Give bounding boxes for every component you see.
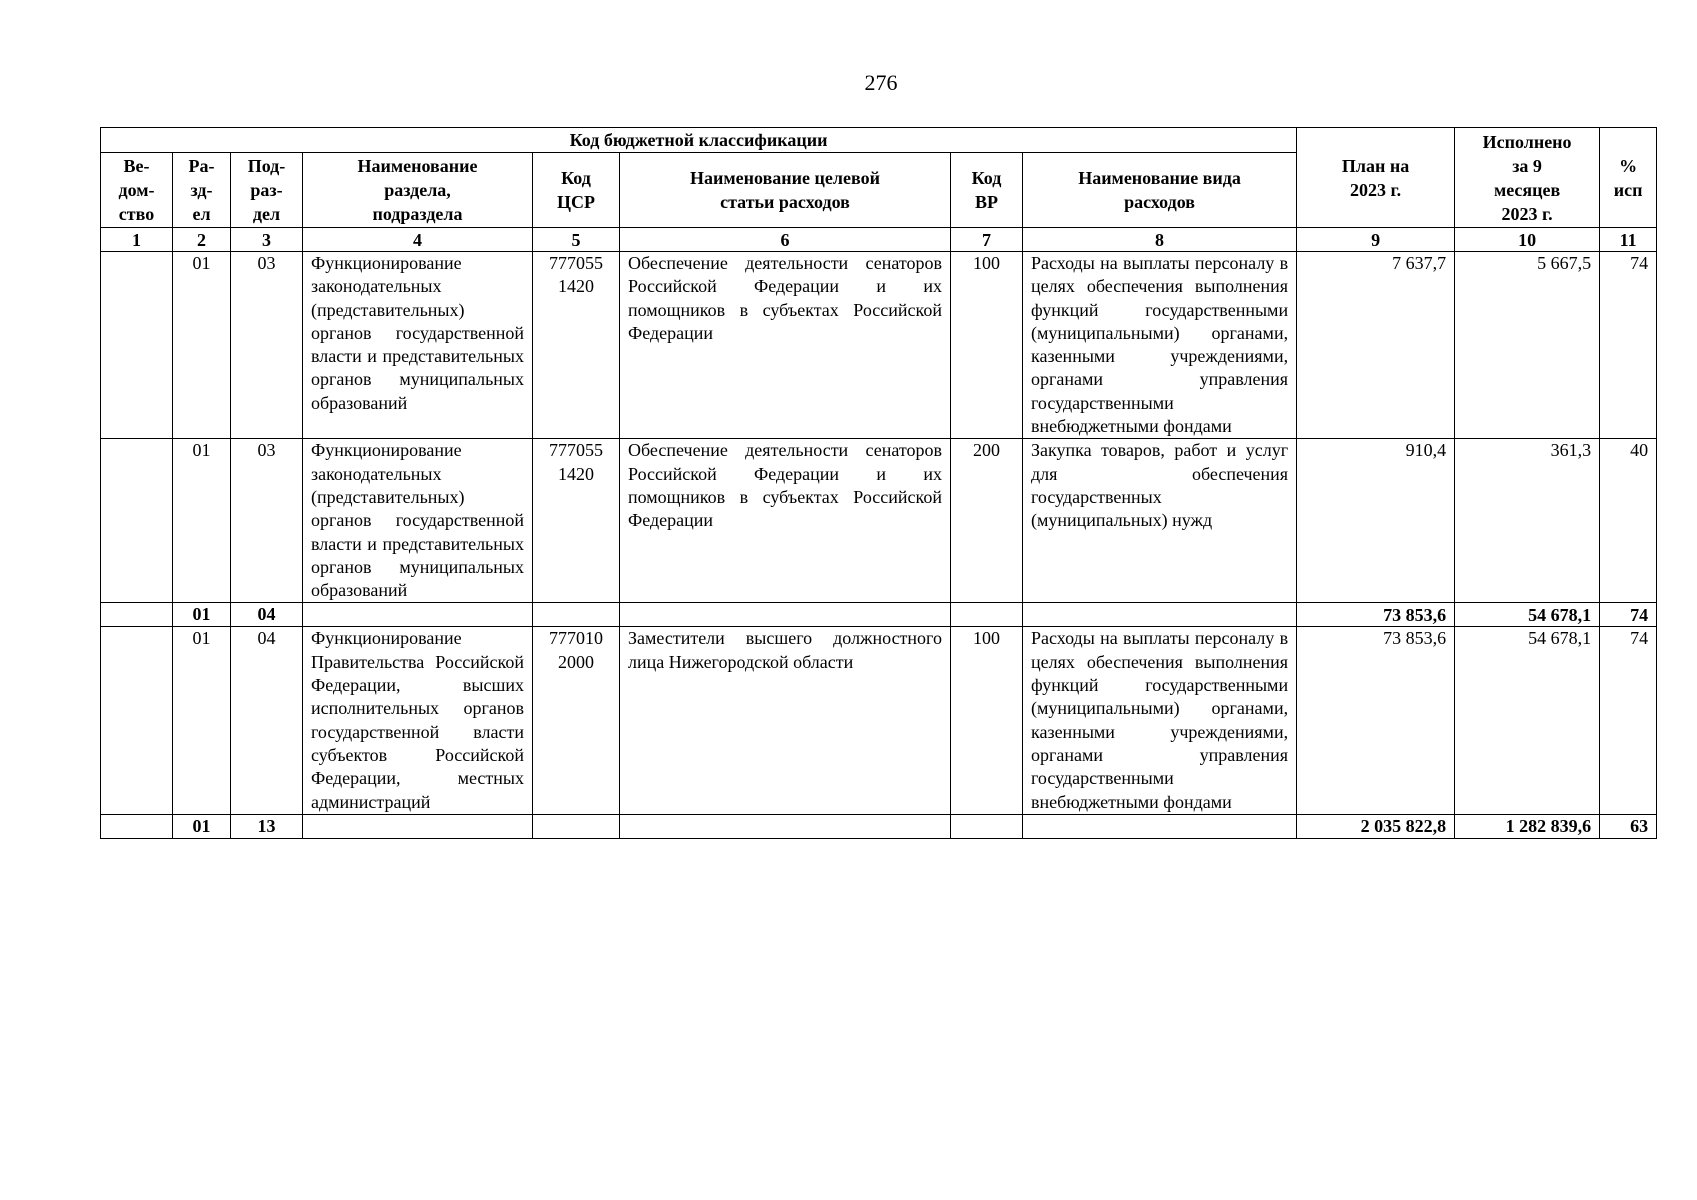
cell-celevaya-statya: Обеспечение деятельности сенаторов Российской Федерации и их помощников в субъектах Российской Федерации bbox=[620, 252, 951, 439]
cell-kod-vr: 100 bbox=[951, 627, 1023, 814]
cell-podrazdel: 13 bbox=[231, 814, 303, 838]
cell-pct: 40 bbox=[1600, 439, 1657, 603]
cell-razdel: 01 bbox=[173, 252, 231, 439]
header-naimenovanie-razdela: Наименование раздела, подраздела bbox=[303, 153, 533, 228]
cell-vedomstvo bbox=[101, 627, 173, 814]
cell-podrazdel: 03 bbox=[231, 439, 303, 603]
cell-vid-rashodov bbox=[1023, 603, 1297, 627]
budget-table bbox=[100, 127, 1657, 839]
cell-vedomstvo bbox=[101, 814, 173, 838]
cell-ispolneno: 5 667,5 bbox=[1455, 252, 1600, 439]
table-row bbox=[101, 439, 1657, 603]
cell-ispolneno: 361,3 bbox=[1455, 439, 1600, 603]
cell-kod-csr: 777055 1420 bbox=[533, 439, 620, 603]
cell-vedomstvo bbox=[101, 603, 173, 627]
header-razdel: Ра- зд- ел bbox=[173, 153, 231, 228]
cell-ispolneno: 54 678,1 bbox=[1455, 603, 1600, 627]
column-number: 2 bbox=[173, 228, 231, 252]
cell-kod-csr bbox=[533, 814, 620, 838]
cell-razdel: 01 bbox=[173, 814, 231, 838]
column-number: 6 bbox=[620, 228, 951, 252]
cell-razdel: 01 bbox=[173, 439, 231, 603]
cell-vedomstvo bbox=[101, 439, 173, 603]
subtotal-row bbox=[101, 603, 1657, 627]
cell-pct: 63 bbox=[1600, 814, 1657, 838]
cell-podrazdel: 03 bbox=[231, 252, 303, 439]
cell-celevaya-statya bbox=[620, 814, 951, 838]
column-number: 5 bbox=[533, 228, 620, 252]
cell-vid-rashodov: Закупка товаров, работ и услуг для обеспечения государственных (муниципальных) нужд bbox=[1023, 439, 1297, 603]
column-number: 3 bbox=[231, 228, 303, 252]
header-group-title: Код бюджетной классификации bbox=[101, 128, 1297, 153]
cell-plan: 910,4 bbox=[1297, 439, 1455, 603]
subtotal-row bbox=[101, 814, 1657, 838]
cell-plan: 73 853,6 bbox=[1297, 603, 1455, 627]
cell-podrazdel: 04 bbox=[231, 603, 303, 627]
column-number: 10 bbox=[1455, 228, 1600, 252]
header-ispolneno: Исполнено за 9 месяцев 2023 г. bbox=[1455, 128, 1600, 228]
column-number: 4 bbox=[303, 228, 533, 252]
cell-celevaya-statya bbox=[620, 603, 951, 627]
header-vedomstvo: Ве- дом- ство bbox=[101, 153, 173, 228]
cell-razdel: 01 bbox=[173, 627, 231, 814]
column-number: 7 bbox=[951, 228, 1023, 252]
column-number: 11 bbox=[1600, 228, 1657, 252]
cell-vid-rashodov: Расходы на выплаты персоналу в целях обеспечения выполнения функций государственными (муниципальными) органами, казенными учреждениями, органами управления государственными внебюджетными фондами bbox=[1023, 627, 1297, 814]
cell-naimenovanie-razdela: Функционирование законодательных (представительных) органов государственной власти и представительных органов муниципальных образований bbox=[303, 439, 533, 603]
cell-plan: 7 637,7 bbox=[1297, 252, 1455, 439]
header-podrazdel: Под- раз- дел bbox=[231, 153, 303, 228]
cell-ispolneno: 54 678,1 bbox=[1455, 627, 1600, 814]
cell-celevaya-statya: Обеспечение деятельности сенаторов Российской Федерации и их помощников в субъектах Российской Федерации bbox=[620, 439, 951, 603]
cell-kod-vr: 200 bbox=[951, 439, 1023, 603]
cell-naimenovanie-razdela: Функционирование Правительства Российской Федерации, высших исполнительных органов государственной власти субъектов Российской Федерации, местных администраций bbox=[303, 627, 533, 814]
cell-naimenovanie-razdela bbox=[303, 814, 533, 838]
page-number: 276 bbox=[864, 70, 898, 95]
header-naimenovanie-vida: Наименование вида расходов bbox=[1023, 153, 1297, 228]
cell-vid-rashodov bbox=[1023, 814, 1297, 838]
cell-kod-csr: 777010 2000 bbox=[533, 627, 620, 814]
cell-celevaya-statya: Заместители высшего должностного лица Нижегородской области bbox=[620, 627, 951, 814]
column-number: 8 bbox=[1023, 228, 1297, 252]
cell-razdel: 01 bbox=[173, 603, 231, 627]
column-number: 9 bbox=[1297, 228, 1455, 252]
header-kod-vr: Код ВР bbox=[951, 153, 1023, 228]
cell-pct: 74 bbox=[1600, 627, 1657, 814]
cell-plan: 2 035 822,8 bbox=[1297, 814, 1455, 838]
header-pct: % исп bbox=[1600, 128, 1657, 228]
table-row bbox=[101, 627, 1657, 814]
cell-kod-vr bbox=[951, 814, 1023, 838]
cell-naimenovanie-razdela: Функционирование законодательных (представительных) органов государственной власти и представительных органов муниципальных образований bbox=[303, 252, 533, 439]
cell-pct: 74 bbox=[1600, 603, 1657, 627]
table-row bbox=[101, 252, 1657, 439]
cell-podrazdel: 04 bbox=[231, 627, 303, 814]
cell-kod-vr: 100 bbox=[951, 252, 1023, 439]
column-number: 1 bbox=[101, 228, 173, 252]
header-plan: План на 2023 г. bbox=[1297, 128, 1455, 228]
cell-kod-vr bbox=[951, 603, 1023, 627]
cell-ispolneno: 1 282 839,6 bbox=[1455, 814, 1600, 838]
cell-vid-rashodov: Расходы на выплаты персоналу в целях обеспечения выполнения функций государственными (муниципальными) органами, казенными учреждениями, органами управления государственными внебюджетными фондами bbox=[1023, 252, 1297, 439]
cell-vedomstvo bbox=[101, 252, 173, 439]
cell-plan: 73 853,6 bbox=[1297, 627, 1455, 814]
cell-kod-csr bbox=[533, 603, 620, 627]
header-kod-csr: Код ЦСР bbox=[533, 153, 620, 228]
header-naimenovanie-celevoy: Наименование целевой статьи расходов bbox=[620, 153, 951, 228]
cell-naimenovanie-razdela bbox=[303, 603, 533, 627]
cell-kod-csr: 777055 1420 bbox=[533, 252, 620, 439]
cell-pct: 74 bbox=[1600, 252, 1657, 439]
